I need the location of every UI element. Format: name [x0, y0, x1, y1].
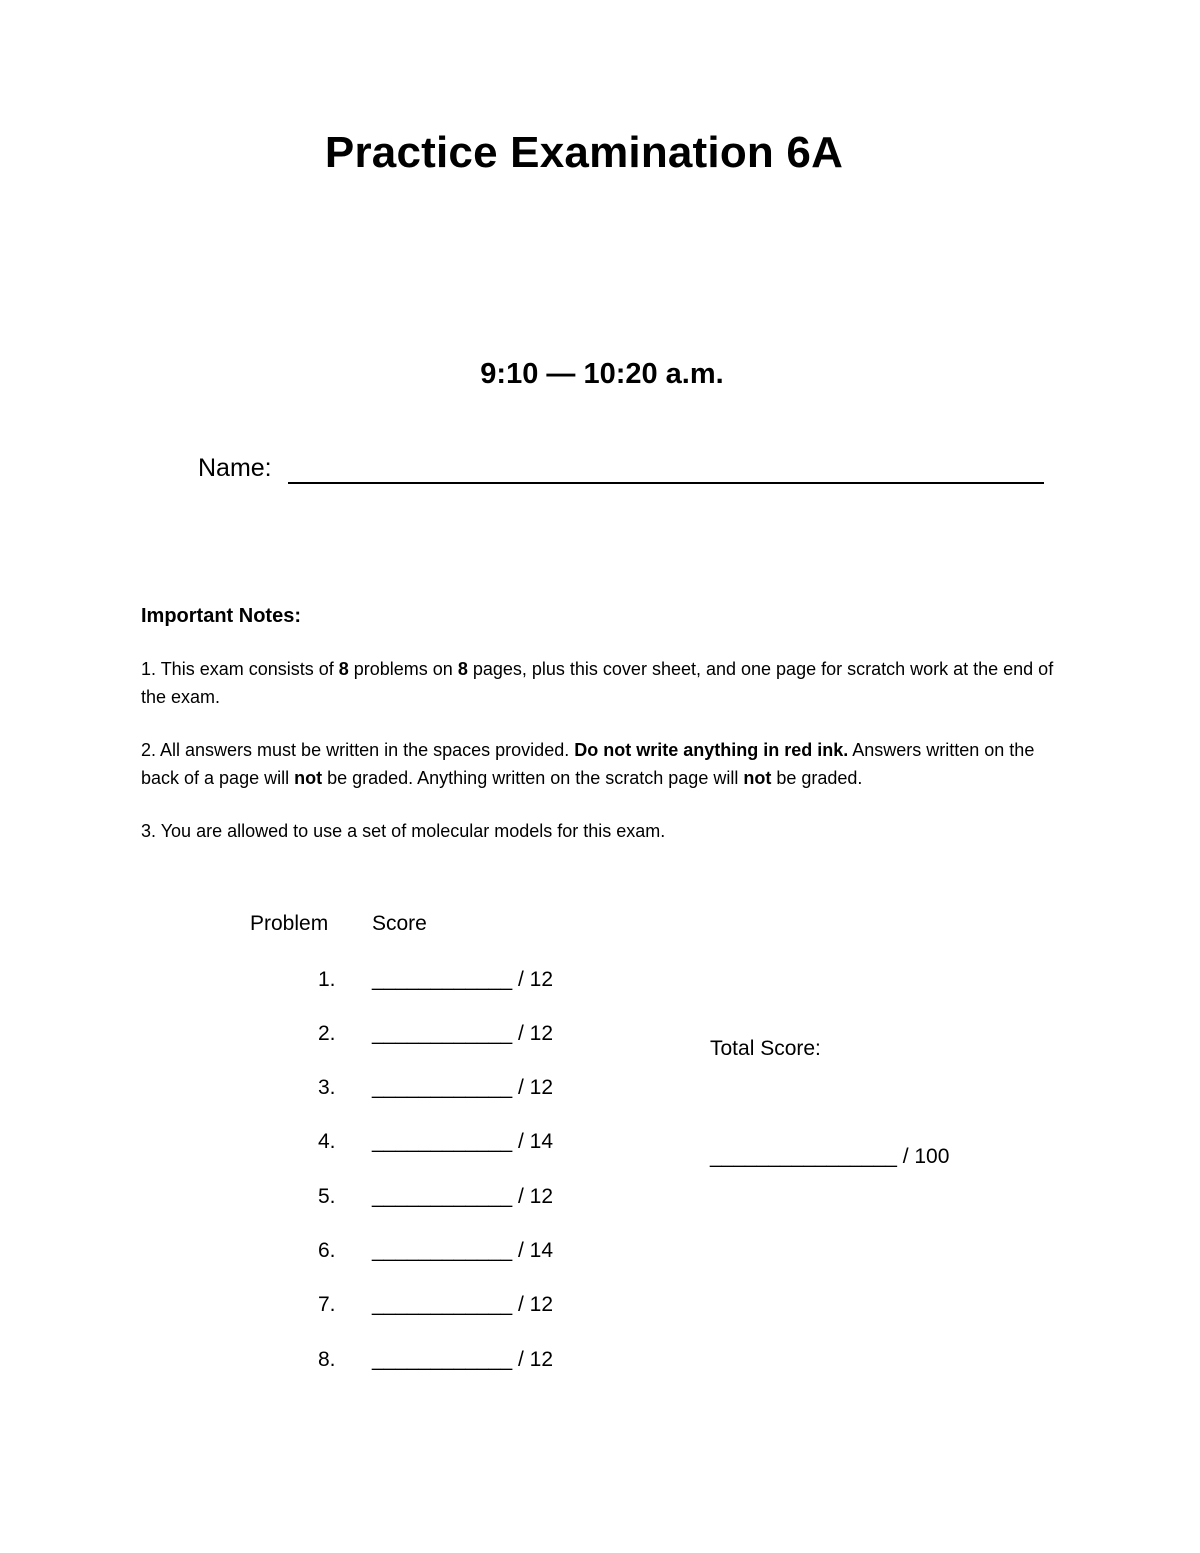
note-2-text: Answers written on the back of a page will: [141, 740, 1035, 788]
note-2: [141, 736, 1071, 792]
score-header: Score: [372, 912, 427, 935]
problem-number: 1.: [318, 968, 336, 991]
total-score-label: Total Score:: [710, 1037, 821, 1060]
important-notes: [141, 602, 1071, 870]
score-row: [250, 1185, 610, 1215]
problem-number: 6.: [318, 1239, 336, 1262]
page-title: Practice Examination 6A: [324, 128, 844, 177]
score-row: [250, 1348, 610, 1378]
problem-number: 4.: [318, 1130, 336, 1153]
problem-number: 2.: [318, 1022, 336, 1045]
score-row: [250, 1239, 610, 1269]
problem-number: 3.: [318, 1076, 336, 1099]
total-score-blank[interactable]: ________________ / 100: [710, 1145, 950, 1168]
problem-header: Problem: [250, 912, 329, 935]
note-1-text: pages, plus this cover sheet, and one page for scratch work at the end of the exam.: [141, 659, 1054, 707]
note-2-text: 2. All answers must be written in the spaces provided.: [141, 740, 575, 760]
score-blank[interactable]: ____________ / 12: [372, 1185, 554, 1208]
score-blank[interactable]: ____________ / 12: [372, 968, 554, 991]
score-blank[interactable]: ____________ / 12: [372, 1348, 554, 1371]
name-label: Name:: [198, 454, 272, 482]
score-blank[interactable]: ____________ / 14: [372, 1130, 554, 1153]
note-2-text: be graded.: [771, 768, 863, 788]
score-row: [250, 1076, 610, 1106]
problem-number: 5.: [318, 1185, 336, 1208]
note-1-bold: 8: [457, 659, 468, 679]
note-2-bold: not: [294, 768, 323, 788]
score-row: [250, 1293, 610, 1323]
score-blank[interactable]: ____________ / 14: [372, 1239, 554, 1262]
score-row: [250, 1022, 610, 1052]
score-row: [250, 1130, 610, 1160]
note-1-text: 1. This exam consists of: [141, 659, 339, 679]
name-field-row: [198, 454, 1048, 490]
score-row: [250, 968, 610, 998]
name-field[interactable]: [288, 482, 1044, 484]
note-1-bold: 8: [338, 659, 349, 679]
note-2-bold: Do not write anything in red ink.: [574, 740, 849, 760]
score-blank[interactable]: ____________ / 12: [372, 1293, 554, 1316]
note-2-text: be graded. Anything written on the scratch page will: [322, 768, 744, 788]
notes-heading: Important Notes:: [141, 605, 301, 627]
score-blank[interactable]: ____________ / 12: [372, 1076, 554, 1099]
note-3: 3. You are allowed to use a set of molecular models for this exam.: [141, 821, 666, 841]
problem-number: 7.: [318, 1293, 336, 1316]
score-blank[interactable]: ____________ / 12: [372, 1022, 554, 1045]
note-2-bold: not: [743, 768, 772, 788]
note-1-text: problems on: [348, 659, 458, 679]
note-1: [141, 655, 1071, 711]
problem-number: 8.: [318, 1348, 336, 1371]
exam-time: 9:10 — 10:20 a.m.: [480, 358, 724, 390]
